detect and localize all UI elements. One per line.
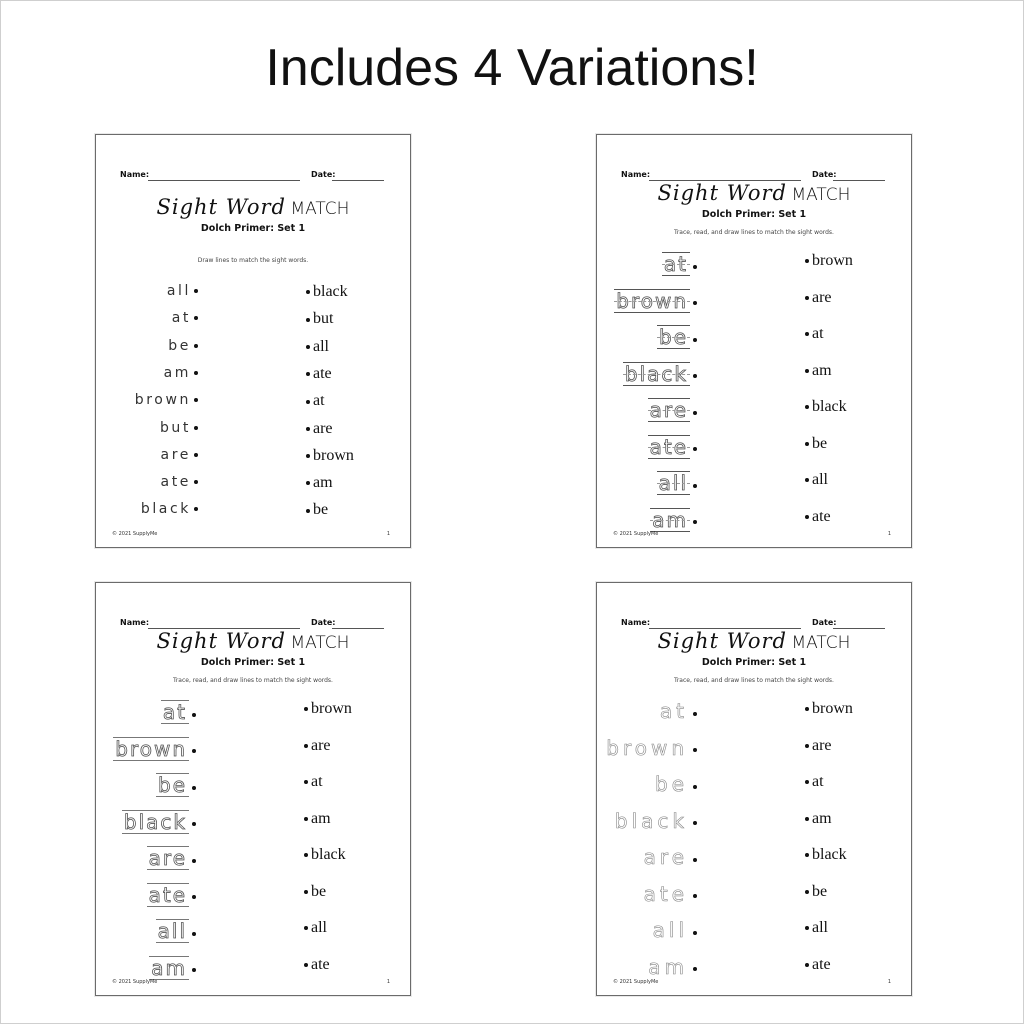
match-word: all [311, 919, 327, 936]
title-script: Sight Word [657, 629, 787, 653]
match-dot-right[interactable] [304, 780, 308, 784]
match-word: ate [812, 507, 831, 525]
match-word: be [812, 434, 828, 452]
right-word [306, 365, 332, 385]
title-caps: MATCH [791, 633, 851, 653]
match-dot-right[interactable] [805, 890, 809, 894]
match-dot-right[interactable] [306, 400, 310, 404]
right-word [306, 420, 333, 440]
match-row [597, 808, 911, 833]
match-row [597, 471, 911, 495]
match-dot-right[interactable] [805, 744, 809, 748]
match-dot-right[interactable] [306, 372, 310, 376]
trace-midline [657, 483, 690, 484]
left-word [172, 310, 198, 330]
match-dot-right[interactable] [805, 515, 809, 519]
name-label: Name: [120, 170, 150, 179]
match-dot-right[interactable] [306, 454, 310, 458]
match-dot-left[interactable] [693, 967, 697, 971]
title-script: Sight Word [657, 181, 787, 205]
left-word [168, 338, 198, 358]
worksheet-subtitle: Dolch Primer: Set 1 [200, 657, 306, 668]
match-row [597, 252, 911, 276]
match-word: ate [311, 955, 330, 973]
right-word [805, 435, 827, 455]
match-dot-right[interactable] [805, 780, 809, 784]
left-word [642, 845, 697, 869]
title-caps: MATCH [791, 185, 851, 205]
match-dot-left[interactable] [693, 301, 697, 305]
trace-midline [657, 337, 690, 338]
match-dot-left[interactable] [693, 894, 697, 898]
left-word [147, 882, 196, 907]
match-word: all [812, 471, 828, 488]
match-dot-right[interactable] [805, 259, 809, 263]
copyright: © 2021 SupplyMe [112, 531, 158, 537]
match-word: at [313, 392, 325, 410]
match-dot-left[interactable] [192, 968, 196, 972]
match-dot-left[interactable] [693, 447, 697, 451]
left-word [650, 507, 697, 532]
match-dot-right[interactable] [304, 817, 308, 821]
right-word [805, 956, 831, 976]
right-word [304, 810, 331, 830]
copyright: © 2021 SupplyMe [613, 531, 659, 537]
right-word [304, 919, 327, 939]
right-word [306, 283, 348, 303]
worksheet-title [597, 181, 911, 205]
match-row [96, 420, 410, 440]
match-row [96, 310, 410, 330]
title-script: Sight Word [156, 195, 286, 219]
trace-word: at [663, 252, 688, 276]
match-row [597, 325, 911, 349]
date-line [332, 180, 384, 181]
match-dot-left[interactable] [194, 289, 198, 293]
left-word [113, 736, 196, 761]
match-word: black [812, 846, 847, 863]
trace-word: at [162, 700, 187, 724]
name-label: Name: [621, 618, 651, 627]
left-word [613, 808, 697, 833]
footer [112, 979, 394, 987]
match-dot-left[interactable] [194, 426, 198, 430]
match-word: are [313, 419, 333, 437]
match-dot-left[interactable] [194, 507, 198, 511]
trace-word: brown [606, 735, 688, 760]
copyright: © 2021 SupplyMe [613, 979, 659, 985]
match-word: are [812, 288, 832, 306]
left-word [156, 773, 196, 797]
match-row [597, 845, 911, 869]
match-dot-left[interactable] [693, 265, 697, 269]
match-word: all [812, 919, 828, 936]
trace-word: be [158, 773, 187, 797]
match-row [597, 507, 911, 532]
right-word [304, 846, 346, 866]
right-word [805, 398, 847, 418]
worksheet-title [96, 195, 410, 219]
match-dot-left[interactable] [192, 932, 196, 936]
match-row [96, 736, 410, 761]
date-label: Date: [311, 618, 336, 627]
match-row [597, 434, 911, 459]
left-word [160, 420, 198, 440]
match-word: ate [313, 364, 332, 382]
match-word: be [313, 501, 329, 519]
trace-midline [614, 301, 690, 302]
right-word [304, 700, 352, 720]
match-dot-right[interactable] [805, 332, 809, 336]
trace-midline [623, 374, 690, 375]
match-dot-right[interactable] [304, 926, 308, 930]
worksheet-trace-dotted [596, 582, 912, 996]
trace-word: black [624, 361, 688, 386]
sight-word: but [159, 419, 191, 436]
match-dot-left[interactable] [192, 895, 196, 899]
trace-word: all [658, 471, 688, 495]
right-word [306, 501, 328, 521]
right-word [306, 447, 354, 467]
match-dot-right[interactable] [306, 509, 310, 513]
match-dot-left[interactable] [693, 748, 697, 752]
left-word [651, 918, 697, 942]
right-word [805, 252, 853, 272]
match-dot-left[interactable] [693, 484, 697, 488]
trace-word: all [157, 919, 187, 943]
worksheet-trace-boxed [596, 134, 912, 548]
left-word [653, 772, 697, 796]
match-dot-right[interactable] [304, 744, 308, 748]
match-row [597, 881, 911, 906]
left-word [161, 447, 198, 467]
left-word [657, 325, 697, 349]
right-word [805, 737, 832, 757]
trace-word: am [648, 954, 688, 979]
trace-word: am [151, 955, 187, 980]
left-word [646, 954, 697, 979]
match-dot-right[interactable] [805, 405, 809, 409]
trace-word: brown [115, 736, 187, 761]
match-dot-left[interactable] [693, 931, 697, 935]
left-word [167, 283, 198, 303]
trace-word: ate [649, 434, 688, 459]
left-word [642, 881, 697, 906]
match-dot-left[interactable] [192, 822, 196, 826]
match-dot-left[interactable] [693, 785, 697, 789]
match-word: ate [812, 955, 831, 973]
trace-word: all [652, 918, 688, 942]
match-dot-left[interactable] [194, 371, 198, 375]
trace-midline [648, 447, 690, 448]
match-row [96, 955, 410, 980]
match-row [597, 772, 911, 796]
match-dot-right[interactable] [304, 707, 308, 711]
left-word [135, 392, 198, 412]
match-row [96, 501, 410, 521]
sight-word: are [160, 446, 191, 463]
left-word [141, 501, 198, 521]
right-word [805, 846, 847, 866]
match-word: am [311, 809, 331, 827]
match-row [597, 735, 911, 760]
trace-word: am [652, 507, 688, 532]
instructions: Draw lines to match the sight words. [197, 257, 309, 264]
right-word [304, 773, 323, 793]
match-row [96, 700, 410, 724]
worksheet-trace-lined [95, 582, 411, 996]
copyright: © 2021 SupplyMe [112, 979, 158, 985]
right-word [805, 289, 832, 309]
sight-word: all [166, 283, 191, 299]
right-word [805, 471, 828, 491]
right-word [805, 362, 832, 382]
right-word [805, 919, 828, 939]
worksheet-subtitle: Dolch Primer: Set 1 [701, 657, 807, 668]
left-word [149, 955, 196, 980]
trace-word: ate [643, 881, 688, 906]
match-dot-right[interactable] [805, 707, 809, 711]
date-label: Date: [812, 618, 837, 627]
right-word [805, 508, 831, 528]
right-word [306, 310, 333, 330]
match-dot-left[interactable] [693, 411, 697, 415]
left-word [156, 919, 196, 943]
match-dot-right[interactable] [306, 481, 310, 485]
match-word: black [812, 398, 847, 415]
match-dot-left[interactable] [192, 786, 196, 790]
match-dot-right[interactable] [805, 369, 809, 373]
match-word: be [311, 882, 327, 900]
match-word: are [812, 736, 832, 754]
title-caps: MATCH [290, 199, 350, 219]
right-word [805, 773, 824, 793]
left-word [604, 735, 697, 760]
name-label: Name: [120, 618, 150, 627]
worksheet-plain [95, 134, 411, 548]
footer [613, 979, 895, 987]
left-word [662, 252, 697, 276]
footer [613, 531, 895, 539]
right-word [805, 810, 832, 830]
match-word: be [812, 882, 828, 900]
worksheet-subtitle: Dolch Primer: Set 1 [701, 209, 807, 220]
match-row [96, 474, 410, 494]
left-word [147, 846, 196, 870]
match-word: all [313, 337, 329, 355]
right-word [805, 700, 853, 720]
sight-word: am [163, 364, 191, 381]
match-dot-right[interactable] [304, 890, 308, 894]
instructions: Trace, read, and draw lines to match the sight words. [674, 229, 834, 236]
trace-word: black [123, 809, 187, 834]
left-word [161, 700, 196, 724]
sight-word: brown [134, 392, 191, 409]
headline: Includes 4 Variations! [265, 39, 759, 97]
sight-word: at [171, 310, 191, 327]
match-dot-left[interactable] [693, 712, 697, 716]
trace-midline [662, 264, 690, 265]
page-number: 1 [887, 979, 891, 985]
match-word: are [311, 736, 331, 754]
match-row [96, 392, 410, 412]
match-row [96, 919, 410, 943]
match-row [96, 882, 410, 907]
date-label: Date: [812, 170, 837, 179]
match-word: am [812, 809, 832, 827]
trace-word: be [655, 772, 688, 796]
sight-word: be [168, 337, 191, 354]
match-word: at [812, 325, 824, 342]
trace-word: be [659, 325, 688, 349]
trace-word: at [659, 699, 688, 723]
instructions: Trace, read, and draw lines to match the sight words. [674, 677, 834, 684]
right-word [304, 737, 331, 757]
match-row [96, 809, 410, 834]
match-dot-left[interactable] [192, 859, 196, 863]
match-dot-right[interactable] [805, 478, 809, 482]
worksheet-subtitle: Dolch Primer: Set 1 [200, 223, 306, 234]
trace-midline [648, 410, 690, 411]
trace-word: are [643, 845, 688, 869]
trace-midline [650, 520, 690, 521]
match-dot-left[interactable] [693, 858, 697, 862]
match-dot-left[interactable] [693, 520, 697, 524]
worksheet-title [597, 629, 911, 653]
match-dot-left[interactable] [194, 453, 198, 457]
match-row [96, 773, 410, 797]
left-word [658, 699, 697, 723]
match-dot-right[interactable] [306, 427, 310, 431]
match-dot-left[interactable] [194, 480, 198, 484]
match-dot-left[interactable] [693, 821, 697, 825]
match-dot-left[interactable] [693, 338, 697, 342]
page-number: 1 [887, 531, 891, 537]
instructions: Trace, read, and draw lines to match the sight words. [173, 677, 333, 684]
match-word: black [311, 846, 346, 863]
match-row [597, 361, 911, 386]
match-row [597, 398, 911, 422]
match-word: but [313, 310, 334, 328]
match-word: brown [313, 446, 354, 464]
name-label: Name: [621, 170, 651, 179]
match-dot-right[interactable] [306, 290, 310, 294]
match-word: at [812, 773, 824, 790]
match-dot-right[interactable] [805, 926, 809, 930]
right-word [304, 883, 326, 903]
title-script: Sight Word [156, 629, 286, 653]
sight-word: black [140, 501, 191, 518]
left-word [161, 474, 198, 494]
match-word: brown [311, 700, 352, 717]
match-row [96, 338, 410, 358]
right-word [805, 883, 827, 903]
match-row [96, 365, 410, 385]
match-word: am [812, 361, 832, 379]
match-dot-right[interactable] [805, 853, 809, 857]
match-dot-right[interactable] [805, 296, 809, 300]
match-row [96, 846, 410, 870]
left-word [657, 471, 697, 495]
left-word [614, 288, 697, 313]
match-dot-left[interactable] [192, 749, 196, 753]
trace-word: black [614, 808, 688, 833]
match-row [597, 954, 911, 979]
match-row [96, 283, 410, 303]
trace-word: are [649, 398, 688, 422]
match-row [597, 699, 911, 723]
match-word: brown [812, 700, 853, 717]
match-row [597, 918, 911, 942]
match-dot-left[interactable] [194, 316, 198, 320]
sight-word: ate [160, 474, 191, 491]
match-dot-right[interactable] [805, 963, 809, 967]
match-word: at [311, 773, 323, 790]
left-word [648, 434, 697, 459]
match-dot-right[interactable] [805, 817, 809, 821]
match-row [96, 447, 410, 467]
right-word [306, 474, 333, 494]
match-dot-right[interactable] [304, 963, 308, 967]
match-dot-left[interactable] [693, 374, 697, 378]
date-label: Date: [311, 170, 336, 179]
worksheet-title [96, 629, 410, 653]
match-dot-right[interactable] [304, 853, 308, 857]
match-word: brown [812, 252, 853, 269]
title-caps: MATCH [290, 633, 350, 653]
match-dot-right[interactable] [306, 318, 310, 322]
left-word [164, 365, 198, 385]
page-number: 1 [386, 979, 390, 985]
right-word [306, 338, 329, 358]
match-dot-left[interactable] [194, 344, 198, 348]
trace-word: are [148, 846, 187, 870]
name-line [148, 180, 300, 181]
match-word: am [313, 474, 333, 492]
page-number: 1 [386, 531, 390, 537]
match-row [597, 288, 911, 313]
match-dot-right[interactable] [805, 442, 809, 446]
footer [112, 531, 394, 539]
left-word [648, 398, 697, 422]
name-date-header [120, 170, 390, 184]
match-word: black [313, 283, 348, 300]
right-word [306, 392, 325, 412]
right-word [805, 325, 824, 345]
right-word [304, 956, 330, 976]
trace-word: brown [616, 288, 688, 313]
match-dot-right[interactable] [306, 345, 310, 349]
match-dot-left[interactable] [192, 713, 196, 717]
left-word [122, 809, 196, 834]
match-dot-left[interactable] [194, 398, 198, 402]
trace-word: ate [148, 882, 187, 907]
left-word [623, 361, 697, 386]
